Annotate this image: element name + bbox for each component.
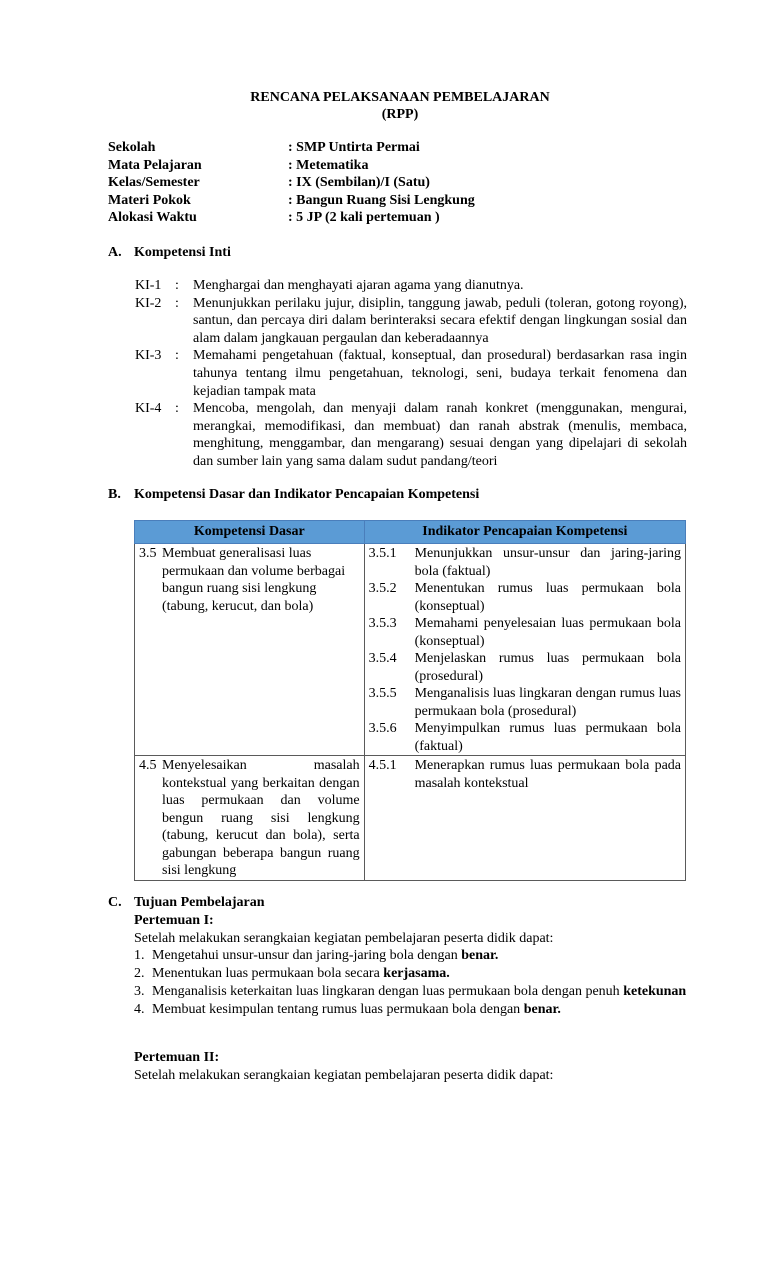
section-letter: A. xyxy=(108,245,122,260)
indicator-item xyxy=(369,580,681,615)
identity-key: Sekolah xyxy=(108,140,156,155)
section-title: Kompetensi Inti xyxy=(134,245,231,260)
identity-key: Mata Pelajaran xyxy=(108,157,202,173)
indicator-item xyxy=(369,615,681,650)
indicator-number: 3.5.5 xyxy=(368,686,397,701)
indicator-text: Menganalisis luas lingkaran dengan rumus luas permukaan bola (prosedural) xyxy=(414,686,681,719)
ki-item xyxy=(135,347,687,400)
indicator-text: Menerapkan rumus luas permukaan bola pada masalah kontekstual xyxy=(414,758,681,791)
indicator-text: Memahami penyelesaian luas permukaan bola (konseptual) xyxy=(414,616,681,649)
identity-row xyxy=(108,209,475,227)
objective-text-emphasis: ketekunan xyxy=(623,983,687,999)
objective-text xyxy=(152,983,698,1001)
kd-number: 4.5 xyxy=(139,758,157,773)
ki-colon: : xyxy=(175,401,179,417)
indicator-number: 3.5.3 xyxy=(368,616,397,631)
section-a-heading xyxy=(108,245,231,261)
identity-key: Alokasi Waktu xyxy=(108,210,197,225)
ki-text: Menunjukkan perilaku jujur, disiplin, tanggung jawab, peduli (toleran, gotong royong), santun, dan percaya diri dalam berinteraksi secara efektif dengan lingkungan sosial dan alam dalam jangkauan pergaulan dan keberadaannya xyxy=(193,295,687,346)
section-letter: B. xyxy=(108,487,121,502)
indicator-item xyxy=(369,545,681,580)
meeting-heading: Pertemuan II: xyxy=(134,1050,220,1065)
kompetensi-inti-list xyxy=(135,277,687,471)
ki-code: KI-1 xyxy=(135,278,162,293)
ki-colon: : xyxy=(175,278,179,293)
ki-code: KI-4 xyxy=(135,401,162,417)
objective-item xyxy=(134,947,698,965)
kd-entry xyxy=(139,545,360,615)
indicator-number: 3.5.6 xyxy=(368,721,397,736)
objective-number: 3. xyxy=(134,983,145,999)
indicator-text: Menyimpulkan rumus luas permukaan bola (faktual) xyxy=(414,721,681,754)
objective-text-plain: Menentukan luas permukaan bola secara xyxy=(152,966,384,982)
ki-item xyxy=(135,295,687,348)
document-title: RENCANA PELAKSANAAN PEMBELAJARAN xyxy=(250,90,550,105)
meeting-1-block xyxy=(134,912,698,1018)
kd-cell xyxy=(135,544,365,756)
identity-value: : IX (Sembilan)/I (Satu) xyxy=(288,175,430,190)
objective-text-emphasis: benar. xyxy=(461,948,499,964)
kd-text: Menyelesaikan masalah kontekstual yang berkaitan dengan luas permukaan dan volume bengun ruang sisi lengkung (tabung, kerucut dan bola), serta gabungan beberapa bangun ruang sisi lengkung xyxy=(162,758,360,878)
indicator-text: Menunjukkan unsur-unsur dan jaring-jaring bola (faktual) xyxy=(414,546,681,579)
identity-block xyxy=(108,139,475,227)
objective-item xyxy=(134,983,698,1001)
table-row xyxy=(135,756,686,881)
indicator-text: Menjelaskan rumus luas permukaan bola (prosedural) xyxy=(414,651,681,684)
indicator-cell xyxy=(364,756,685,881)
indicator-item xyxy=(369,685,681,720)
identity-row xyxy=(108,139,475,157)
kd-entry xyxy=(139,757,360,880)
objective-text xyxy=(152,965,698,983)
identity-value: : SMP Untirta Permai xyxy=(288,140,420,155)
indicator-item xyxy=(369,720,681,755)
table-header-cell: Indikator Pencapaian Kompetensi xyxy=(364,521,685,544)
ki-code: KI-2 xyxy=(135,295,162,311)
indicator-text: Menentukan rumus luas permukaan bola (konseptual) xyxy=(414,581,681,614)
indicator-number: 3.5.4 xyxy=(368,651,397,666)
objective-text-plain: Membuat kesimpulan tentang rumus luas permukaan bola dengan xyxy=(152,1001,524,1017)
objective-text-plain: Menganalisis keterkaitan luas lingkaran dengan luas permukaan bola dengan penuh xyxy=(152,983,624,999)
identity-row xyxy=(108,174,475,192)
indicator-number: 3.5.2 xyxy=(368,581,397,596)
ki-text: Memahami pengetahuan (faktual, konseptual, dan prosedural) berdasarkan rasa ingin tahunya tentang ilmu pengetahuan, teknologi, seni, budaya terkait fenomena dan kejadian tampak mata xyxy=(193,348,687,399)
meeting-intro: Setelah melakukan serangkaian kegiatan pembelajaran peserta didik dapat: xyxy=(134,1067,554,1083)
identity-value: : Bangun Ruang Sisi Lengkung xyxy=(288,192,475,208)
ki-item xyxy=(135,400,687,470)
indicator-item xyxy=(369,757,681,792)
objective-text-emphasis: kerjasama. xyxy=(383,966,450,982)
table-row xyxy=(135,544,686,756)
indicator-number: 3.5.1 xyxy=(368,546,397,561)
objective-text xyxy=(152,947,698,965)
kd-number: 3.5 xyxy=(139,546,157,561)
objective-text xyxy=(152,1001,698,1019)
meeting-heading: Pertemuan I: xyxy=(134,913,214,928)
section-title: Tujuan Pembelajaran xyxy=(134,895,265,910)
indicator-item xyxy=(369,650,681,685)
indicator-cell xyxy=(364,544,685,756)
objective-number: 4. xyxy=(134,1001,145,1017)
identity-value: : 5 JP (2 kali pertemuan ) xyxy=(288,210,440,225)
meeting-intro: Setelah melakukan serangkaian kegiatan pembelajaran peserta didik dapat: xyxy=(134,930,554,946)
objective-item xyxy=(134,965,698,983)
ki-text: Mencoba, mengolah, dan menyaji dalam ranah konkret (menggunakan, mengurai, merangkai, memodifikasi, dan membuat) dan ranah abstrak (menulis, membaca, menghitung, menggambar, dan mengarang) sesuai dengan yang dipelajari di sekolah dan sumber lain yang sama dalam sudut pandang/teori xyxy=(193,401,687,469)
objective-text-emphasis: benar. xyxy=(523,1001,561,1017)
identity-key: Materi Pokok xyxy=(108,192,191,208)
ki-item xyxy=(135,277,687,295)
kompetensi-table xyxy=(134,520,686,881)
indicator-number: 4.5.1 xyxy=(368,758,397,773)
section-c-heading xyxy=(108,895,265,911)
ki-text: Menghargai dan menghayati ajaran agama yang dianutnya. xyxy=(193,278,524,293)
ki-code: KI-3 xyxy=(135,348,162,364)
kd-cell xyxy=(135,756,365,881)
kd-text: Membuat generalisasi luas permukaan dan volume berbagai bangun ruang sisi lengkung (tabung, kerucut, dan bola) xyxy=(162,546,346,614)
section-b-heading xyxy=(108,487,479,503)
identity-value: : Metematika xyxy=(288,157,369,173)
document-subtitle: (RPP) xyxy=(381,107,419,122)
objective-text-plain: Mengetahui unsur-unsur dan jaring-jaring bola dengan xyxy=(152,948,462,964)
identity-row xyxy=(108,192,475,210)
objective-item xyxy=(134,1001,698,1019)
table-header-row xyxy=(135,521,686,544)
meeting-2-block xyxy=(134,1049,698,1084)
objective-number: 1. xyxy=(134,948,145,964)
section-letter: C. xyxy=(108,895,122,910)
ki-colon: : xyxy=(175,348,179,364)
objective-number: 2. xyxy=(134,966,145,982)
ki-colon: : xyxy=(175,295,179,311)
identity-row xyxy=(108,157,475,175)
identity-key: Kelas/Semester xyxy=(108,175,200,190)
table-header-cell: Kompetensi Dasar xyxy=(135,521,365,544)
section-title: Kompetensi Dasar dan Indikator Pencapaian Kompetensi xyxy=(134,487,480,502)
